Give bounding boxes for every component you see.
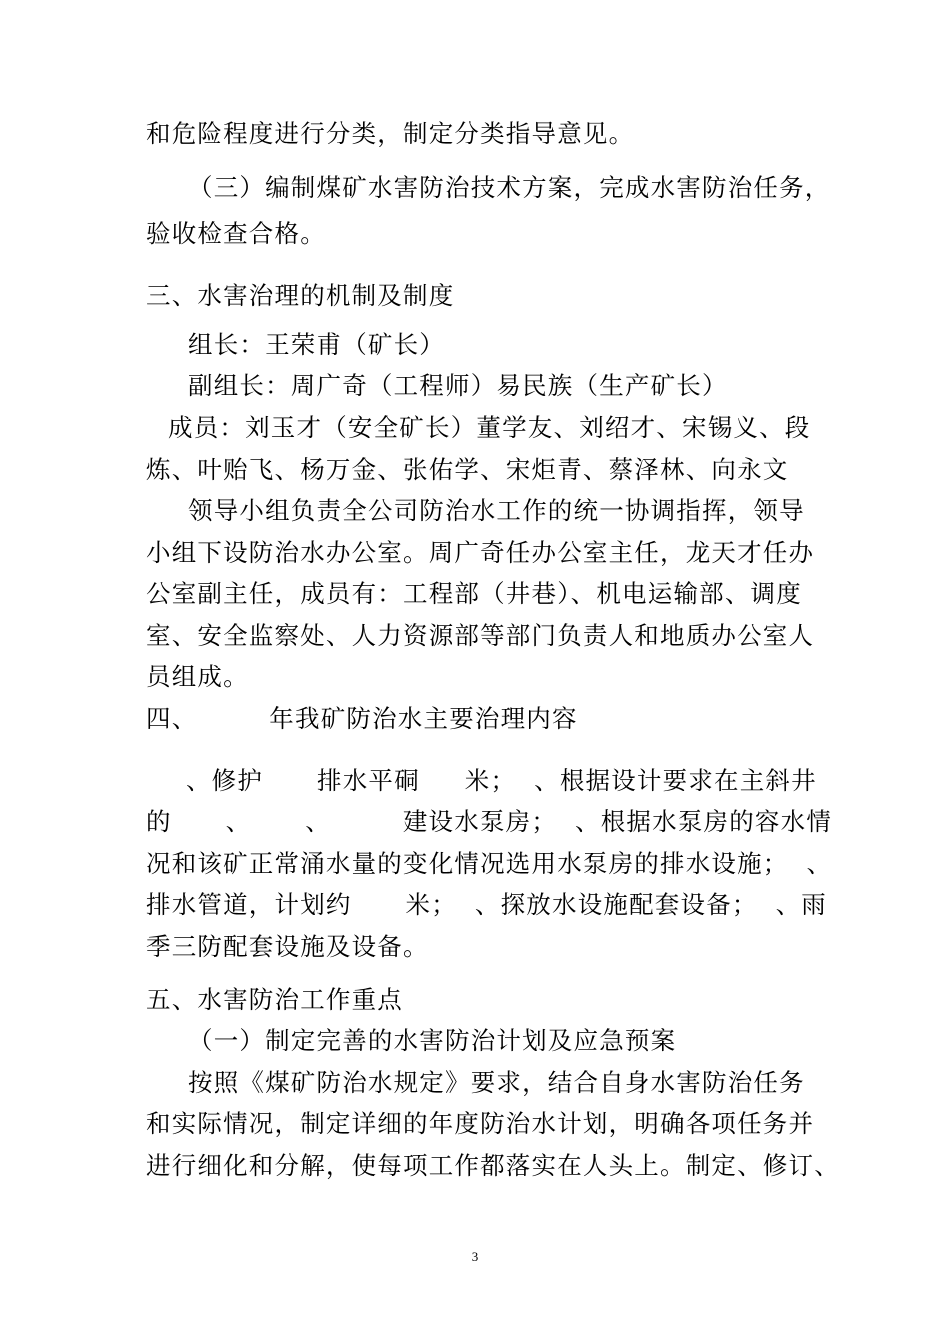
text-line: 和危险程度进行分类，制定分类指导意见。 <box>146 119 635 148</box>
text-line: 按照《煤矿防治水规定》要求，结合自身水害防治任务 <box>188 1068 805 1097</box>
text-line: 的 、 、 建设水泵房； 、根据水泵房的容水情 <box>146 807 833 836</box>
text-line: 副组长：周广奇（工程师）易民族（生产矿长） <box>188 371 728 400</box>
text-line: 季三防配套设施及设备。 <box>146 932 429 961</box>
page-number: 3 <box>471 1249 479 1264</box>
text-line: 、修护 排水平硐 米； 、根据设计要求在主斜井 <box>168 766 817 795</box>
text-line: 炼、叶贻飞、杨万金、张佑学、宋炬青、蔡泽林、向永文 <box>146 455 789 484</box>
text-line: 室、安全监察处、人力资源部等部门负责人和地质办公室人 <box>146 621 815 650</box>
heading-section-5: 五、水害防治工作重点 <box>146 985 403 1014</box>
heading-section-4: 四、 年我矿防治水主要治理内容 <box>146 704 578 733</box>
text-line: 排水管道，计划约 米； 、探放水设施配套设备； 、雨 <box>146 890 827 919</box>
text-line: 员组成。 <box>146 662 249 691</box>
section-item-1: （一）制定完善的水害防治计划及应急预案 <box>188 1026 677 1055</box>
text-line: 和实际情况，制定详细的年度防治水计划，明确各项任务并 <box>146 1109 815 1138</box>
section-item-3: （三）编制煤矿水害防治技术方案，完成水害防治任务， <box>188 173 831 202</box>
heading-section-3: 三、水害治理的机制及制度 <box>146 281 455 310</box>
text-line: 小组下设防治水办公室。周广奇任办公室主任，龙天才任办 <box>146 538 815 567</box>
text-line: 成员：刘玉才（安全矿长）董学友、刘绍才、宋锡义、段 <box>168 413 811 442</box>
text-line: 组长：王荣甫（矿长） <box>188 330 445 359</box>
text-line: 验收检查合格。 <box>146 219 326 248</box>
text-line: 进行细化和分解，使每项工作都落实在人头上。制定、修订、 <box>146 1151 840 1180</box>
text-line: 领导小组负责全公司防治水工作的统一协调指挥，领导 <box>188 496 805 525</box>
text-line: 公室副主任，成员有：工程部（井巷）、机电运输部、调度 <box>146 579 802 608</box>
text-line: 况和该矿正常涌水量的变化情况选用水泵房的排水设施； 、 <box>146 849 833 878</box>
